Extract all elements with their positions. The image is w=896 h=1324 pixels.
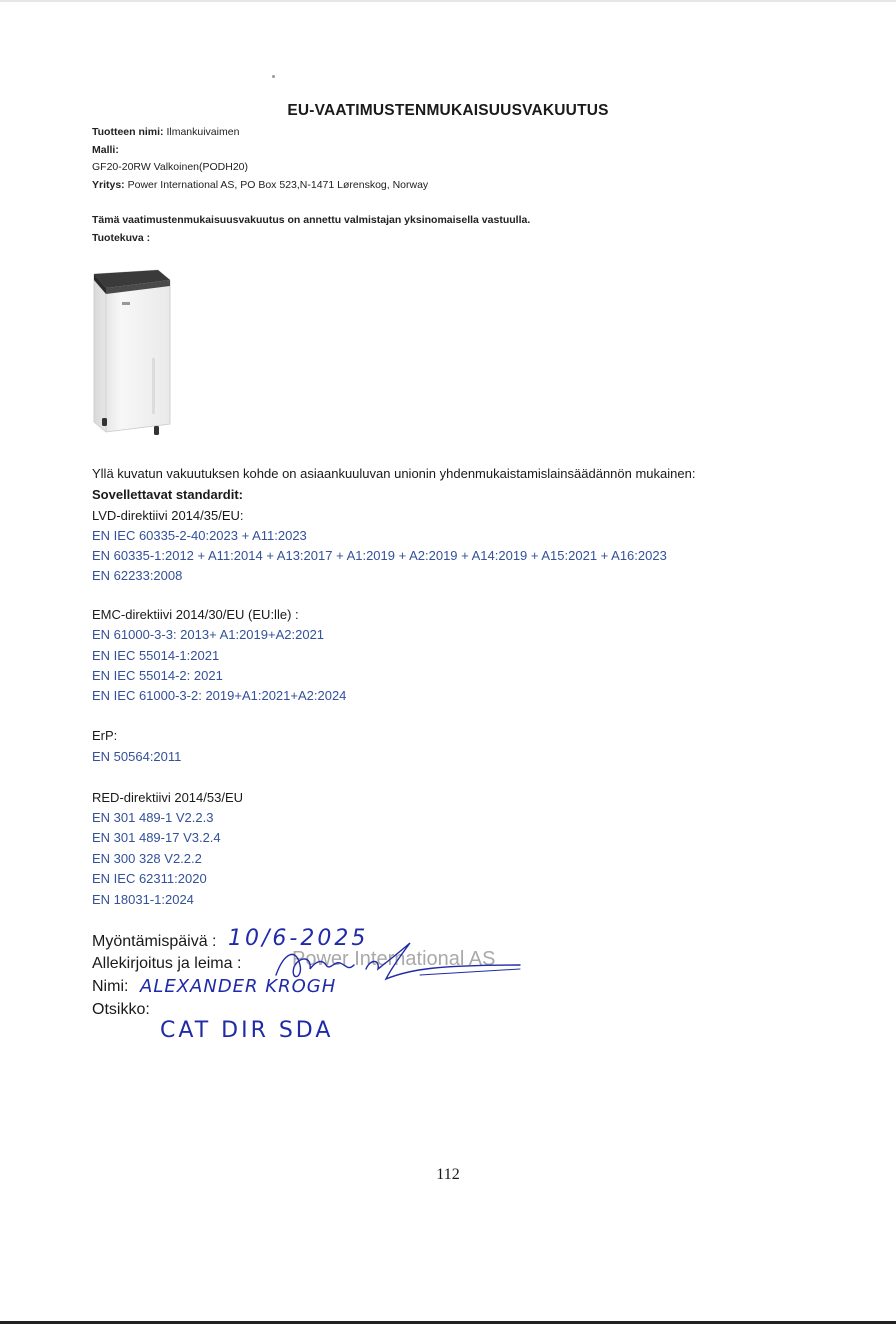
- responsibility-statement: Tämä vaatimustenmukaisuusvakuutus on annettu valmistajan yksinomaisella vastuulla.: [92, 214, 531, 226]
- product-image-label-line: [92, 232, 150, 244]
- red-heading: RED-direktiivi 2014/53/EU: [92, 790, 244, 805]
- lvd-standard: EN 62233:2008: [92, 568, 183, 583]
- lvd-standard: EN IEC 60335-2-40:2023 + A11:2023: [92, 528, 307, 543]
- emc-standard: EN IEC 55014-2: 2021: [92, 668, 223, 683]
- emc-standard: EN IEC 61000-3-2: 2019+A1:2021+A2:2024: [92, 688, 347, 703]
- emc-heading: EMC-direktiivi 2014/30/EU (EU:lle) :: [92, 607, 299, 622]
- page-title: EU-VAATIMUSTENMUKAISUUSVAKUUTUS: [287, 102, 609, 119]
- signature-label: Allekirjoitus ja leima :: [92, 955, 242, 972]
- erp-standard: EN 50564:2011: [92, 749, 182, 764]
- red-standard: EN 300 328 V2.2.2: [92, 851, 202, 866]
- lvd-heading: LVD-direktiivi 2014/35/EU:: [92, 508, 244, 523]
- model-label: Malli:: [92, 144, 119, 156]
- name-value: ALEXANDER KROGH: [140, 976, 337, 997]
- red-standard: EN IEC 62311:2020: [92, 871, 207, 886]
- company-label: Yritys:: [92, 179, 125, 191]
- conformity-statement: Yllä kuvatun vakuutuksen kohde on asiaankuuluvan unionin yhdenmukaistamislainsäädännön mukainen:: [92, 466, 696, 481]
- product-name-label: Tuotteen nimi:: [92, 126, 164, 138]
- product-name-line: [92, 126, 239, 138]
- company-stamp: Power International AS: [292, 948, 496, 970]
- red-standard: EN 18031-1:2024: [92, 892, 194, 907]
- red-standard: EN 301 489-1 V2.2.3: [92, 810, 214, 825]
- title-label: Otsikko:: [92, 1001, 150, 1018]
- name-label: Nimi:: [92, 978, 129, 995]
- product-image-label: Tuotekuva :: [92, 232, 151, 244]
- company-line: [92, 179, 428, 191]
- erp-heading: ErP:: [92, 728, 118, 743]
- page-number: 112: [436, 1166, 460, 1183]
- scan-speck: [272, 75, 275, 78]
- model-value: GF20-20RW Valkoinen(PODH20): [92, 161, 249, 173]
- emc-standard: EN IEC 55014-1:2021: [92, 648, 220, 663]
- product-name-value: Ilmankuivaimen: [163, 126, 240, 138]
- company-value: Power International AS, PO Box 523,N-1471 Lørenskog, Norway: [124, 179, 429, 191]
- issue-date-label: Myöntämispäivä :: [92, 933, 217, 950]
- issue-date-value: 10/6-2025: [228, 926, 369, 951]
- red-standard: EN 301 489-17 V3.2.4: [92, 830, 221, 845]
- lvd-standard: EN 60335-1:2012 + A11:2014 + A13:2017 + A1:2019 + A2:2019 + A14:2019 + A15:2021 + A16:2023: [92, 548, 667, 563]
- page-top-edge: [0, 0, 896, 2]
- title-value: CAT DIR SDA: [160, 1018, 334, 1043]
- model-label-line: [92, 144, 119, 156]
- applicable-standards-label: Sovellettavat standardit:: [92, 487, 243, 502]
- emc-standard: EN 61000-3-3: 2013+ A1:2019+A2:2021: [92, 627, 325, 642]
- dehumidifier-product-image: [88, 268, 172, 440]
